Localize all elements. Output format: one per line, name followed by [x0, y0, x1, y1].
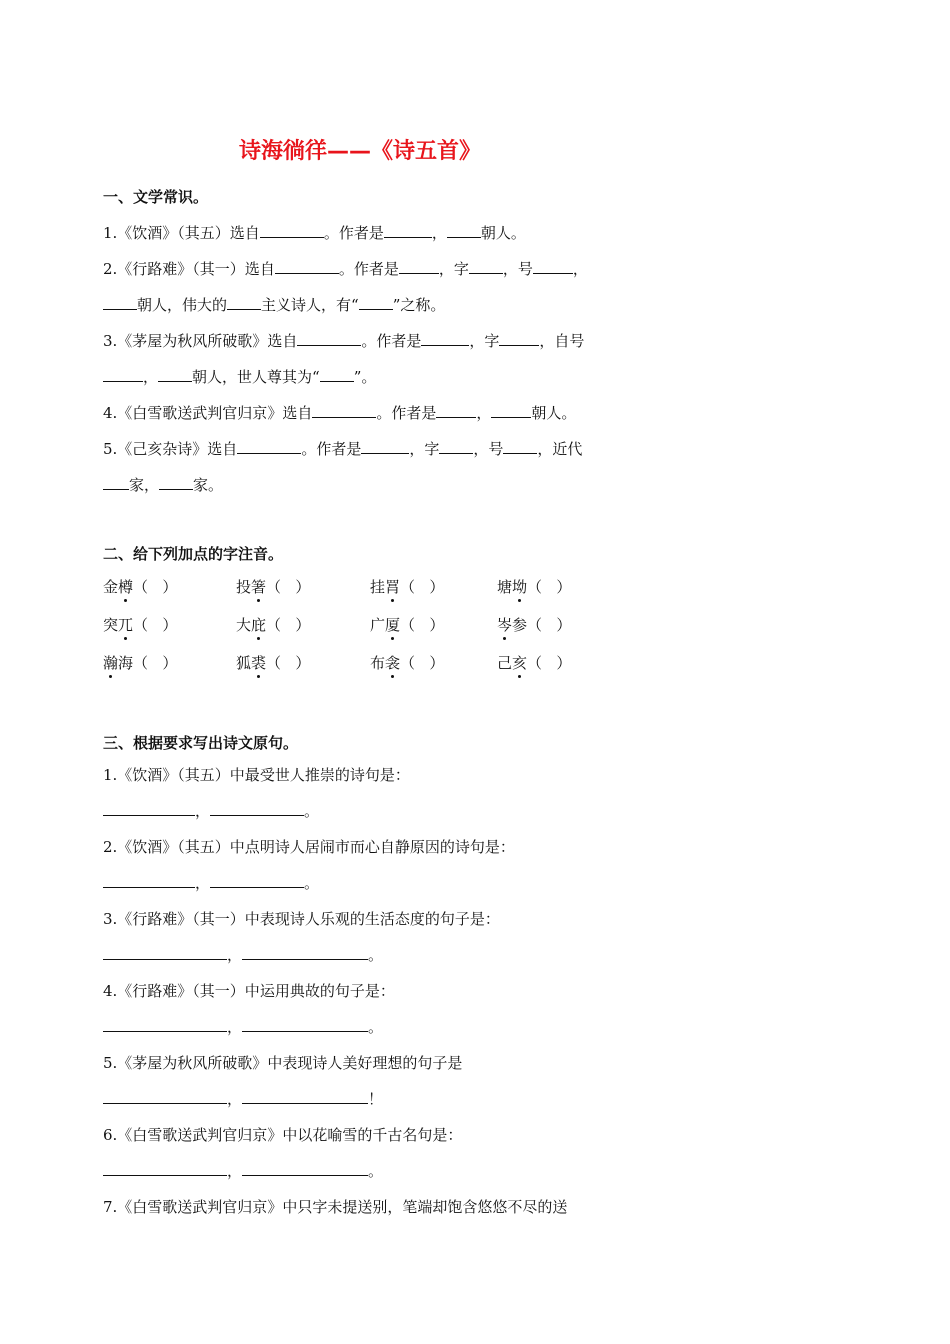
answer-parentheses[interactable]: （ ） [400, 578, 445, 596]
word-character: 布 [370, 654, 386, 672]
pinyin-item [497, 576, 571, 598]
answer-parentheses[interactable]: （ ） [400, 654, 445, 672]
word-character: 投 [236, 578, 252, 596]
answer-parentheses[interactable]: （ ） [133, 654, 178, 672]
answer-parentheses[interactable]: （ ） [266, 654, 311, 672]
recite-question-4: 4.《行路难》（其一）中运用典故的句子是： [103, 982, 395, 1000]
blank[interactable] [491, 403, 531, 418]
blank[interactable] [320, 367, 354, 382]
recite-question-6: 6.《白雪歌送武判官归京》中以花喻雪的千古名句是： [103, 1126, 463, 1144]
blank[interactable] [503, 439, 537, 454]
blank[interactable] [312, 403, 376, 418]
blank[interactable] [260, 223, 324, 238]
pinyin-item [497, 652, 571, 674]
question-1-3: 3.《茅屋为秋风所破歌》选自 。作者是 ，字 ，自号 [103, 332, 585, 350]
end-punctuation: 。 [368, 1018, 384, 1036]
end-punctuation: 。 [304, 874, 320, 892]
question-1-3-cont: ， 朝人，世人尊其为“ ”。 [103, 366, 376, 388]
separator: ， [227, 946, 243, 964]
blank[interactable] [103, 367, 143, 382]
answer-blank[interactable] [103, 945, 227, 960]
question-1-4: 4.《白雪歌送武判官归京》选自 。作者是 ， 朝人。 [103, 404, 577, 422]
blank[interactable] [399, 259, 439, 274]
blank[interactable] [469, 259, 503, 274]
blank[interactable] [359, 295, 393, 310]
answer-blank[interactable] [103, 801, 195, 816]
pinyin-item [103, 652, 177, 674]
question-1-1: 1.《饮酒》（其五）选自 。作者是 ， 朝人。 [103, 224, 526, 242]
word-character: 己 [497, 654, 513, 672]
pinyin-item [236, 652, 310, 674]
answer-blank[interactable] [210, 873, 304, 888]
section-heading-recite: 三、根据要求写出诗文原句。 [103, 734, 299, 752]
word-character: 海 [118, 654, 134, 672]
blank[interactable] [103, 475, 129, 490]
answer-line [103, 1160, 383, 1182]
answer-blank[interactable] [242, 1017, 368, 1032]
dotted-character: 裘 [251, 654, 267, 672]
pinyin-item [370, 576, 444, 598]
question-1-5: 5.《己亥杂诗》选自 。作者是 ，字 ，号 ，近代 [103, 440, 583, 458]
answer-parentheses[interactable]: （ ） [266, 616, 311, 634]
section-heading-pinyin: 二、给下列加点的字注音。 [103, 545, 284, 563]
blank[interactable] [237, 439, 301, 454]
blank[interactable] [384, 223, 432, 238]
word-character: 突 [103, 616, 119, 634]
word-character: 塘 [497, 578, 513, 596]
blank[interactable] [421, 331, 469, 346]
dotted-character: 箸 [251, 578, 267, 596]
word-character: 大 [236, 616, 252, 634]
answer-parentheses[interactable]: （ ） [400, 616, 445, 634]
answer-blank[interactable] [242, 945, 368, 960]
separator: ， [227, 1162, 243, 1180]
answer-parentheses[interactable]: （ ） [527, 654, 572, 672]
answer-line [103, 1088, 383, 1110]
dotted-character: 亥 [512, 654, 528, 672]
blank[interactable] [227, 295, 261, 310]
word-character: 广 [370, 616, 386, 634]
end-punctuation: ！ [368, 1090, 384, 1108]
pinyin-item [236, 576, 310, 598]
answer-blank[interactable] [103, 1089, 227, 1104]
end-punctuation: 。 [368, 946, 384, 964]
separator: ， [195, 874, 211, 892]
pinyin-item [370, 652, 444, 674]
word-character: 狐 [236, 654, 252, 672]
blank[interactable] [275, 259, 339, 274]
dotted-character: 坳 [512, 578, 528, 596]
blank[interactable] [436, 403, 476, 418]
end-punctuation: 。 [304, 802, 320, 820]
answer-parentheses[interactable]: （ ） [527, 578, 572, 596]
blank[interactable] [533, 259, 573, 274]
answer-blank[interactable] [210, 801, 304, 816]
answer-parentheses[interactable]: （ ） [527, 616, 572, 634]
answer-parentheses[interactable]: （ ） [133, 578, 178, 596]
dotted-character: 瀚 [103, 654, 119, 672]
dotted-character: 樽 [118, 578, 134, 596]
blank[interactable] [159, 475, 193, 490]
page-title: 诗海徜徉——《诗五首》 [238, 139, 481, 164]
answer-blank[interactable] [103, 1017, 227, 1032]
answer-blank[interactable] [242, 1089, 368, 1104]
dotted-character: 岑 [497, 616, 513, 634]
separator: ， [195, 802, 211, 820]
answer-line [103, 800, 319, 822]
recite-question-1: 1.《饮酒》（其五）中最受世人推崇的诗句是： [103, 766, 410, 784]
recite-question-2: 2.《饮酒》（其五）中点明诗人居闹市而心自静原因的诗句是： [103, 838, 515, 856]
blank[interactable] [103, 295, 137, 310]
pinyin-item [103, 576, 177, 598]
blank[interactable] [439, 439, 473, 454]
pinyin-item [497, 614, 571, 636]
end-punctuation: 。 [368, 1162, 384, 1180]
blank[interactable] [297, 331, 361, 346]
answer-parentheses[interactable]: （ ） [266, 578, 311, 596]
answer-line [103, 944, 383, 966]
question-1-2-cont: 朝人，伟大的 主义诗人，有“ ”之称。 [103, 294, 445, 316]
blank[interactable] [361, 439, 409, 454]
answer-blank[interactable] [103, 873, 195, 888]
dotted-character: 兀 [118, 616, 134, 634]
blank[interactable] [499, 331, 539, 346]
answer-line [103, 1016, 383, 1038]
recite-question-3: 3.《行路难》（其一）中表现诗人乐观的生活态度的句子是： [103, 910, 500, 928]
answer-blank[interactable] [242, 1161, 368, 1176]
pinyin-item [370, 614, 444, 636]
question-1-5-cont: 家， 家。 [103, 474, 223, 496]
separator: ， [227, 1018, 243, 1036]
pinyin-item [103, 614, 177, 636]
dotted-character: 厦 [385, 616, 401, 634]
separator: ， [227, 1090, 243, 1108]
pinyin-item [236, 614, 310, 636]
blank[interactable] [447, 223, 481, 238]
word-character: 参 [512, 616, 528, 634]
dotted-character: 庇 [251, 616, 267, 634]
question-1-2: 2.《行路难》（其一）选自 。作者是 ，字 ，号 ， [103, 260, 588, 278]
word-character: 挂 [370, 578, 386, 596]
dotted-character: 衾 [385, 654, 401, 672]
recite-question-7: 7.《白雪歌送武判官归京》中只字未提送别，笔端却饱含悠悠不尽的送 [103, 1198, 568, 1216]
word-character: 金 [103, 578, 119, 596]
recite-question-5: 5.《茅屋为秋风所破歌》中表现诗人美好理想的句子是 [103, 1054, 463, 1072]
answer-line [103, 872, 319, 894]
section-heading-literary-knowledge: 一、文学常识。 [103, 188, 209, 206]
dotted-character: 罥 [385, 578, 401, 596]
answer-parentheses[interactable]: （ ） [133, 616, 178, 634]
answer-blank[interactable] [103, 1161, 227, 1176]
blank[interactable] [158, 367, 192, 382]
